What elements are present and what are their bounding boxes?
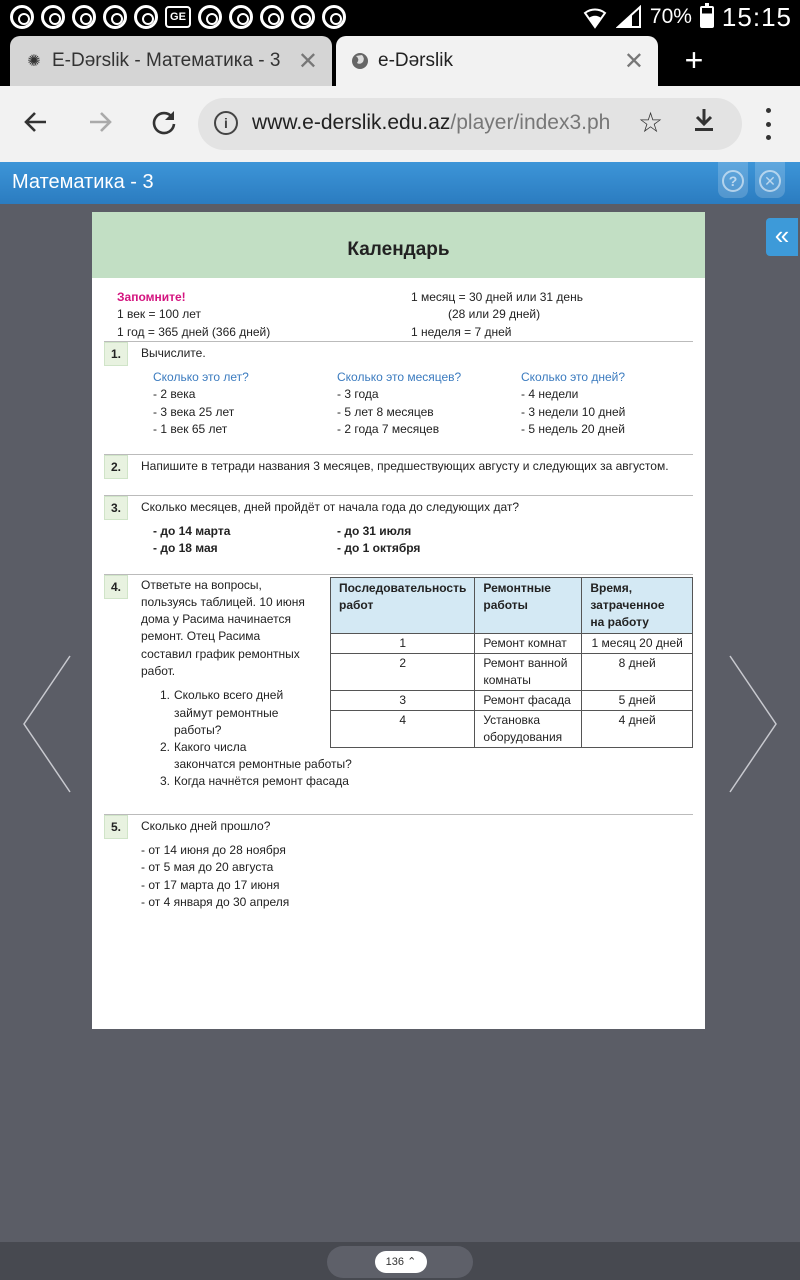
battery-percent: 70%	[649, 5, 692, 28]
divider	[104, 341, 693, 342]
close-icon: ✕	[759, 170, 781, 192]
chrome-notification-icon	[229, 5, 253, 29]
task4-text-line: работ.	[141, 664, 176, 678]
fact-week: 1 неделя = 7 дней	[411, 325, 512, 339]
app-header	[0, 162, 800, 204]
close-icon[interactable]: ✕	[623, 47, 644, 75]
ge-notification-icon: GE	[165, 6, 191, 28]
reload-button[interactable]	[148, 108, 180, 140]
task-number: 2.	[104, 455, 128, 479]
question-number: 2.	[160, 740, 171, 754]
chrome-notification-icon	[198, 5, 222, 29]
task-number: 3.	[104, 496, 128, 520]
table-cell: 1 месяц 20 дней	[582, 634, 693, 654]
bottom-bar	[0, 1242, 800, 1280]
fact-month-note: (28 или 29 дней)	[448, 307, 541, 321]
close-book-button[interactable]	[755, 162, 785, 198]
list-item: - 5 недель 20 дней	[521, 422, 625, 436]
page-number-pill[interactable]	[375, 1251, 427, 1273]
page-number: 136	[385, 1256, 405, 1268]
task-number: 1.	[104, 342, 128, 366]
remember-label: Запомните!	[117, 290, 186, 304]
task4-text-line: Ответьте на вопросы,	[141, 578, 262, 592]
page-navigator[interactable]	[327, 1246, 473, 1278]
repair-schedule-table	[330, 577, 693, 748]
fact-year: 1 год = 365 дней (366 дней)	[117, 325, 271, 339]
table-cell: 4	[331, 711, 475, 748]
table-cell: 8 дней	[582, 654, 693, 691]
question-line: Какого числа	[174, 740, 247, 754]
question-line: Сколько всего дней	[174, 688, 284, 702]
info-icon[interactable]: i	[214, 111, 238, 135]
table-cell: 2	[331, 654, 475, 691]
task4-text-line: пользуясь таблицей. 10 июня	[141, 595, 305, 609]
task1-col1-title: Сколько это лет?	[153, 370, 249, 384]
download-icon[interactable]	[692, 106, 716, 141]
table-header-row	[331, 578, 693, 634]
table-cell: 5 дней	[582, 691, 693, 711]
task4-text-line: ремонт. Отец Расима	[141, 629, 261, 643]
tab-strip	[0, 34, 800, 86]
divider	[104, 495, 693, 496]
chrome-notification-icon	[291, 5, 315, 29]
list-item: - до 1 октября	[337, 541, 421, 555]
divider	[104, 814, 693, 815]
question-line: займут ремонтные	[174, 706, 279, 720]
back-button[interactable]	[20, 108, 52, 140]
back-arrow-icon	[22, 108, 50, 136]
task4-text-line: составил график ремонтных	[141, 647, 300, 661]
prev-page-arrow[interactable]	[20, 652, 72, 796]
list-item: - до 18 мая	[153, 541, 218, 555]
divider	[104, 574, 693, 575]
task2-text: Напишите в тетради названия 3 месяцев, предшествующих августу и следующих за августом.	[141, 459, 669, 473]
table-cell: 1	[331, 634, 475, 654]
close-icon[interactable]: ✕	[297, 47, 318, 75]
signal-icon	[616, 5, 642, 29]
list-item: - от 5 мая до 20 августа	[141, 860, 274, 874]
forward-button[interactable]	[84, 108, 116, 140]
forward-arrow-icon	[86, 108, 114, 136]
table-cell: Установка оборудования	[475, 711, 582, 748]
question-line: работы?	[174, 723, 222, 737]
address-bar[interactable]	[198, 98, 742, 150]
chrome-notification-icon	[260, 5, 284, 29]
list-item: - 3 года	[337, 387, 379, 401]
table-cell: 3	[331, 691, 475, 711]
app-title: Математика - 3	[12, 171, 154, 193]
browser-toolbar	[0, 86, 800, 162]
tab-title: E-Dərslik - Математика - 3	[52, 50, 281, 71]
wifi-icon	[582, 5, 608, 29]
reload-icon	[150, 108, 178, 136]
page-title: Календарь	[347, 239, 450, 260]
chrome-notification-icon	[41, 5, 65, 29]
chevron-up-icon: ⌃	[407, 1256, 417, 1268]
bookmark-star-icon[interactable]: ☆	[638, 107, 664, 138]
table-row	[331, 654, 693, 691]
list-item: - 5 лет 8 месяцев	[337, 405, 434, 419]
list-item: - 2 года 7 месяцев	[337, 422, 440, 436]
question-number: 1.	[160, 688, 171, 702]
column-header: Ремонтные работы	[475, 578, 582, 634]
notification-icons	[10, 5, 346, 29]
chrome-notification-icon	[10, 5, 34, 29]
chrome-notification-icon	[322, 5, 346, 29]
question-number: 3.	[160, 774, 171, 788]
table-cell: Ремонт ванной комнаты	[475, 654, 582, 691]
list-item: - 1 век 65 лет	[153, 422, 228, 436]
task1-text: Вычислите.	[141, 346, 206, 360]
table-row	[331, 711, 693, 748]
book-page	[92, 212, 705, 1029]
help-icon: ?	[722, 170, 744, 192]
tab-edrslik-math[interactable]	[10, 36, 332, 86]
list-item: - от 14 июня до 28 ноября	[141, 843, 286, 857]
question-line: закончатся ремонтные работы?	[174, 757, 352, 771]
new-tab-button[interactable]: +	[684, 42, 704, 78]
chrome-notification-icon	[103, 5, 127, 29]
table-cell: Ремонт комнат	[475, 634, 582, 654]
table-row	[331, 691, 693, 711]
task4-text-line: дома у Расима начинается	[141, 612, 291, 626]
question-line: Когда начнётся ремонт фасада	[174, 774, 349, 788]
divider	[104, 454, 693, 455]
list-item: - 3 недели 10 дней	[521, 405, 626, 419]
task1-col3-title: Сколько это дней?	[521, 370, 626, 384]
page-header	[92, 212, 705, 278]
table-cell: Ремонт фасада	[475, 691, 582, 711]
chrome-notification-icon	[72, 5, 96, 29]
next-page-arrow[interactable]	[728, 652, 780, 796]
tab-title: e-Dərslik	[378, 50, 453, 71]
column-header: Последовательность работ	[331, 578, 475, 634]
task-number: 5.	[104, 815, 128, 839]
list-item: - от 17 марта до 17 июня	[141, 878, 280, 892]
globe-icon	[350, 51, 370, 71]
list-item: - до 14 марта	[153, 524, 231, 538]
battery-icon	[700, 6, 714, 28]
fact-month: 1 месяц = 30 дней или 31 день	[411, 290, 583, 304]
column-header: Время, затраченное на работу	[582, 578, 693, 634]
task3-text: Сколько месяцев, дней пройдёт от начала года до следующих дат?	[141, 500, 520, 514]
status-bar	[0, 0, 800, 34]
tab-edrslik[interactable]	[336, 36, 658, 86]
task1-col2-title: Сколько это месяцев?	[337, 370, 462, 384]
chrome-notification-icon	[134, 5, 158, 29]
task5-text: Сколько дней прошло?	[141, 819, 271, 833]
side-panel-toggle[interactable]	[766, 218, 798, 256]
double-chevron-left-icon: «	[774, 220, 790, 250]
help-button[interactable]	[718, 162, 748, 198]
table-row	[331, 634, 693, 654]
list-item: - от 4 января до 30 апреля	[141, 895, 290, 909]
list-item: - 4 недели	[521, 387, 579, 401]
overflow-menu-button[interactable]	[760, 104, 776, 144]
clock: 15:15	[721, 1, 792, 32]
url-text: www.e-derslik.edu.az/player/index3.ph	[252, 111, 611, 134]
fact-century: 1 век = 100 лет	[117, 307, 201, 321]
list-item: - до 31 июля	[337, 524, 412, 538]
list-item: - 3 века 25 лет	[153, 405, 235, 419]
list-item: - 2 века	[153, 387, 196, 401]
emblem-icon: ✺	[27, 53, 41, 70]
task-number: 4.	[104, 575, 128, 599]
table-cell: 4 дней	[582, 711, 693, 748]
